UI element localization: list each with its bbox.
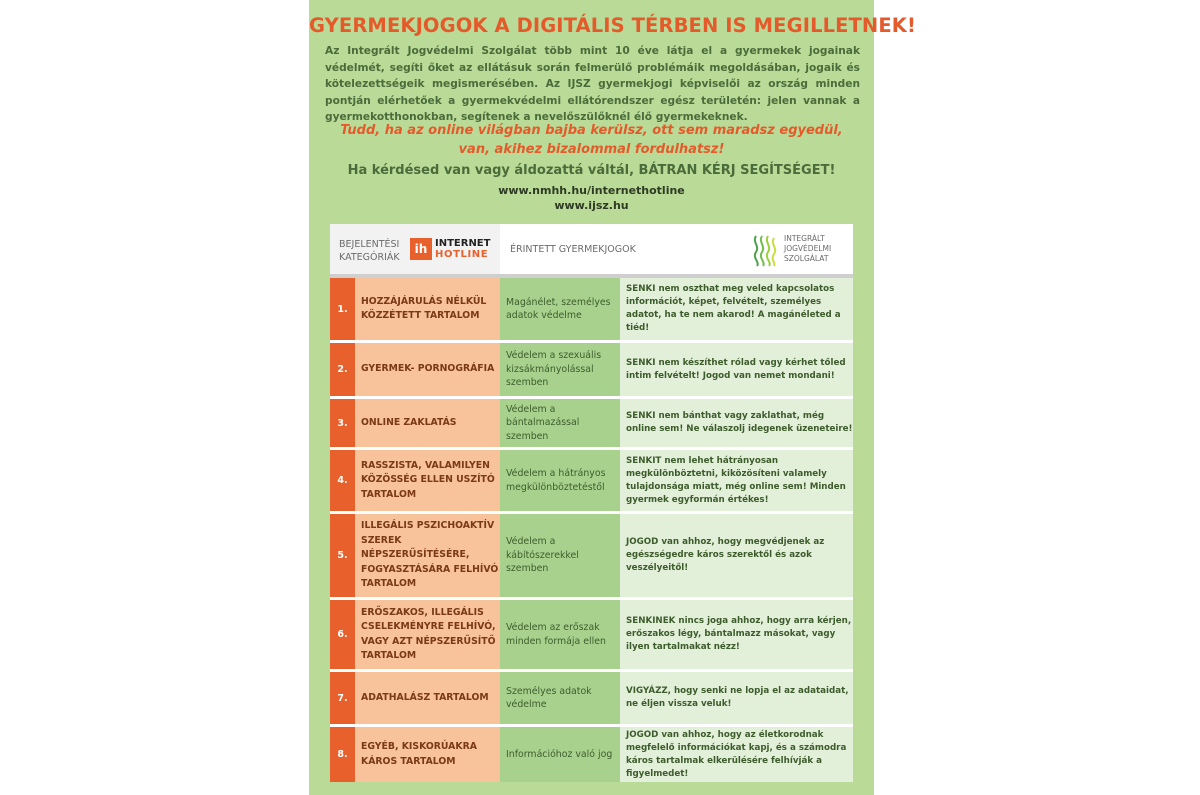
- table-row: [330, 399, 853, 447]
- row-right: [500, 514, 620, 597]
- row-description-text: JOGOD van ahhoz, hogy az életkorodnak megfelelő információkat kapj, és a számodra káros tartalmak elkerülésére felhívják a figyelmedet!: [626, 729, 847, 779]
- row-description: [620, 343, 853, 396]
- page-title: GYERMEKJOGOK A DIGITÁLIS TÉRBEN IS MEGILLETNEK!: [309, 14, 916, 37]
- row-category-text: ERŐSZAKOS, ILLEGÁLIS CSELEKMÉNYRE FELHÍVÓ, VAGY AZT NÉPSZERŰSÍTŐ TARTALOM: [361, 606, 496, 661]
- table-row: [330, 727, 853, 782]
- header-rights-label: ÉRINTETT GYERMEKJOGOK: [510, 244, 636, 255]
- row-category: [355, 727, 500, 782]
- row-right: [500, 672, 620, 724]
- row-category: [355, 514, 500, 597]
- row-description: [620, 278, 853, 340]
- hotline-logo-icon: ih: [410, 238, 432, 260]
- slogan-line-2: van, akihez bizalommal fordulhatsz!: [458, 142, 725, 157]
- row-description-text: SENKI nem oszthat meg veled kapcsolatos információt, képet, felvételt, személyes adatot, ha te nem akarod! A magánéleted a tiéd!: [626, 284, 841, 333]
- row-right: [500, 278, 620, 340]
- table-row: [330, 343, 853, 396]
- row-number: 3.: [330, 399, 355, 447]
- row-right: [500, 343, 620, 396]
- row-number: 5.: [330, 514, 355, 597]
- header-category-label-line2: KATEGÓRIÁK: [339, 252, 400, 263]
- row-right-text: Védelem a szexuális kizsákmányolással szemben: [506, 350, 602, 389]
- slogan-line-1: Tudd, ha az online világban bajba kerülsz, ott sem maradsz egyedül,: [340, 123, 843, 138]
- row-right-text: Információhoz való jog: [506, 748, 613, 760]
- ijsz-logo-line1: INTEGRÁLT: [784, 234, 825, 243]
- slogan: [309, 121, 874, 159]
- ijsz-link[interactable]: www.ijsz.hu: [554, 199, 629, 212]
- row-description-text: SENKIT nem lehet hátrányosan megkülönböztetni, kiközösíteni valamely tulajdonsága miatt, még online sem! Minden gyermek egyformán értékes!: [626, 455, 846, 505]
- row-description: [620, 450, 853, 511]
- row-number: 1.: [330, 278, 355, 340]
- row-category-text: RASSZISTA, VALAMILYEN KÖZÖSSÉG ELLEN USZÍTÓ TARTALOM: [361, 459, 495, 500]
- row-right: [500, 399, 620, 447]
- nmhh-link[interactable]: www.nmhh.hu/internethotline: [498, 184, 685, 197]
- row-right: [500, 727, 620, 782]
- table-row: [330, 278, 853, 340]
- table-row: [330, 600, 853, 669]
- row-category: [355, 450, 500, 511]
- row-description-text: JOGOD van ahhoz, hogy megvédjenek az egészségedre káros szerektől és azok veszélyeitől!: [626, 537, 825, 573]
- row-category-text: GYERMEK- PORNOGRÁFIA: [361, 363, 495, 375]
- row-category-text: HOZZÁJÁRULÁS NÉLKÜL KÖZZÉTETT TARTALOM: [361, 295, 487, 321]
- row-description-text: SENKI nem készíthet rólad vagy kérhet tőled intim felvételt! Jogod van nemet mondani!: [626, 357, 846, 381]
- row-category-text: EGYÉB, KISKORÚAKRA KÁROS TARTALOM: [361, 741, 477, 767]
- row-description: [620, 672, 853, 724]
- intro-paragraph: Az Integrált Jogvédelmi Szolgálat több mint 10 éve látja el a gyermekek jogainak védelmét, segíti őket az ellátásuk során felmerülő problémáik megoldásában, jogaik és kötelezettségeik megismerésében. Az IJSZ gyermekjogi képviselői az ország minden pontján elérhetőek a gyermekvédelmi ellátórendszer egész területén: jelen vannak a gyermekotthonokban, segítenek a nevelőszülőknél élő gyermekeknek.: [325, 45, 860, 124]
- table-row: [330, 450, 853, 511]
- row-description: [620, 399, 853, 447]
- row-description: [620, 727, 853, 782]
- row-right: [500, 450, 620, 511]
- row-category-text: ADATHALÁSZ TARTALOM: [361, 691, 489, 703]
- ijsz-logo-icon: [752, 232, 778, 268]
- ijsz-logo-line3: SZOLGÁLAT: [784, 254, 829, 263]
- row-category-text: ILLEGÁLIS PSZICHOAKTÍV SZEREK NÉPSZERŰSÍTÉSÉRE, FOGYASZTÁSÁRA FELHÍVÓ TARTALOM: [361, 520, 499, 590]
- row-right: [500, 600, 620, 669]
- header-category-label: [339, 238, 400, 264]
- row-description-text: SENKI nem bánthat vagy zaklathat, még online sem! Ne válaszolj idegenek üzeneteire!: [626, 411, 853, 434]
- hotline-logo-word2: HOTLINE: [435, 249, 489, 260]
- row-right-text: Magánélet, személyes adatok védelme: [506, 296, 611, 321]
- call-to-action: Ha kérdésed van vagy áldozattá váltál, BÁTRAN KÉRJ SEGÍTSÉGET!: [347, 163, 836, 178]
- ijsz-logo: [752, 232, 842, 268]
- table-row: [330, 672, 853, 724]
- ijsz-logo-line2: JOGVÉDELMI: [784, 244, 832, 253]
- row-number: 2.: [330, 343, 355, 396]
- row-category: [355, 672, 500, 724]
- row-category: [355, 600, 500, 669]
- header-category-cell: [330, 224, 500, 274]
- row-category: [355, 278, 500, 340]
- row-category: [355, 399, 500, 447]
- row-category: [355, 343, 500, 396]
- rights-table: [330, 224, 853, 782]
- hotline-logo-word1: INTERNET: [435, 238, 491, 249]
- row-description-text: SENKINEK nincs joga ahhoz, hogy arra kérjen, erőszakos légy, bántalmazz másokat, vagy ilyen tartalmakat nézz!: [626, 616, 852, 652]
- row-right-text: Védelem a hátrányos megkülönböztetéstől: [506, 468, 606, 493]
- row-number: 8.: [330, 727, 355, 782]
- row-number: 7.: [330, 672, 355, 724]
- row-description: [620, 514, 853, 597]
- row-right-text: Védelem az erőszak minden formája ellen: [506, 622, 606, 647]
- row-number: 6.: [330, 600, 355, 669]
- table-row: [330, 514, 853, 597]
- row-number: 4.: [330, 450, 355, 511]
- row-description-text: VIGYÁZZ, hogy senki ne lopja el az adataidat, ne éljen vissza veluk!: [626, 686, 849, 709]
- poster: [309, 0, 916, 795]
- table-header: [330, 224, 853, 278]
- header-category-label-line1: BEJELENTÉSI: [339, 239, 400, 250]
- row-right-text: Védelem a kábítószerekkel szemben: [506, 536, 579, 575]
- row-right-text: Személyes adatok védelme: [506, 685, 592, 710]
- row-right-text: Védelem a bántalmazással szemben: [506, 403, 580, 442]
- row-category-text: ONLINE ZAKLATÁS: [361, 416, 457, 428]
- row-description: [620, 600, 853, 669]
